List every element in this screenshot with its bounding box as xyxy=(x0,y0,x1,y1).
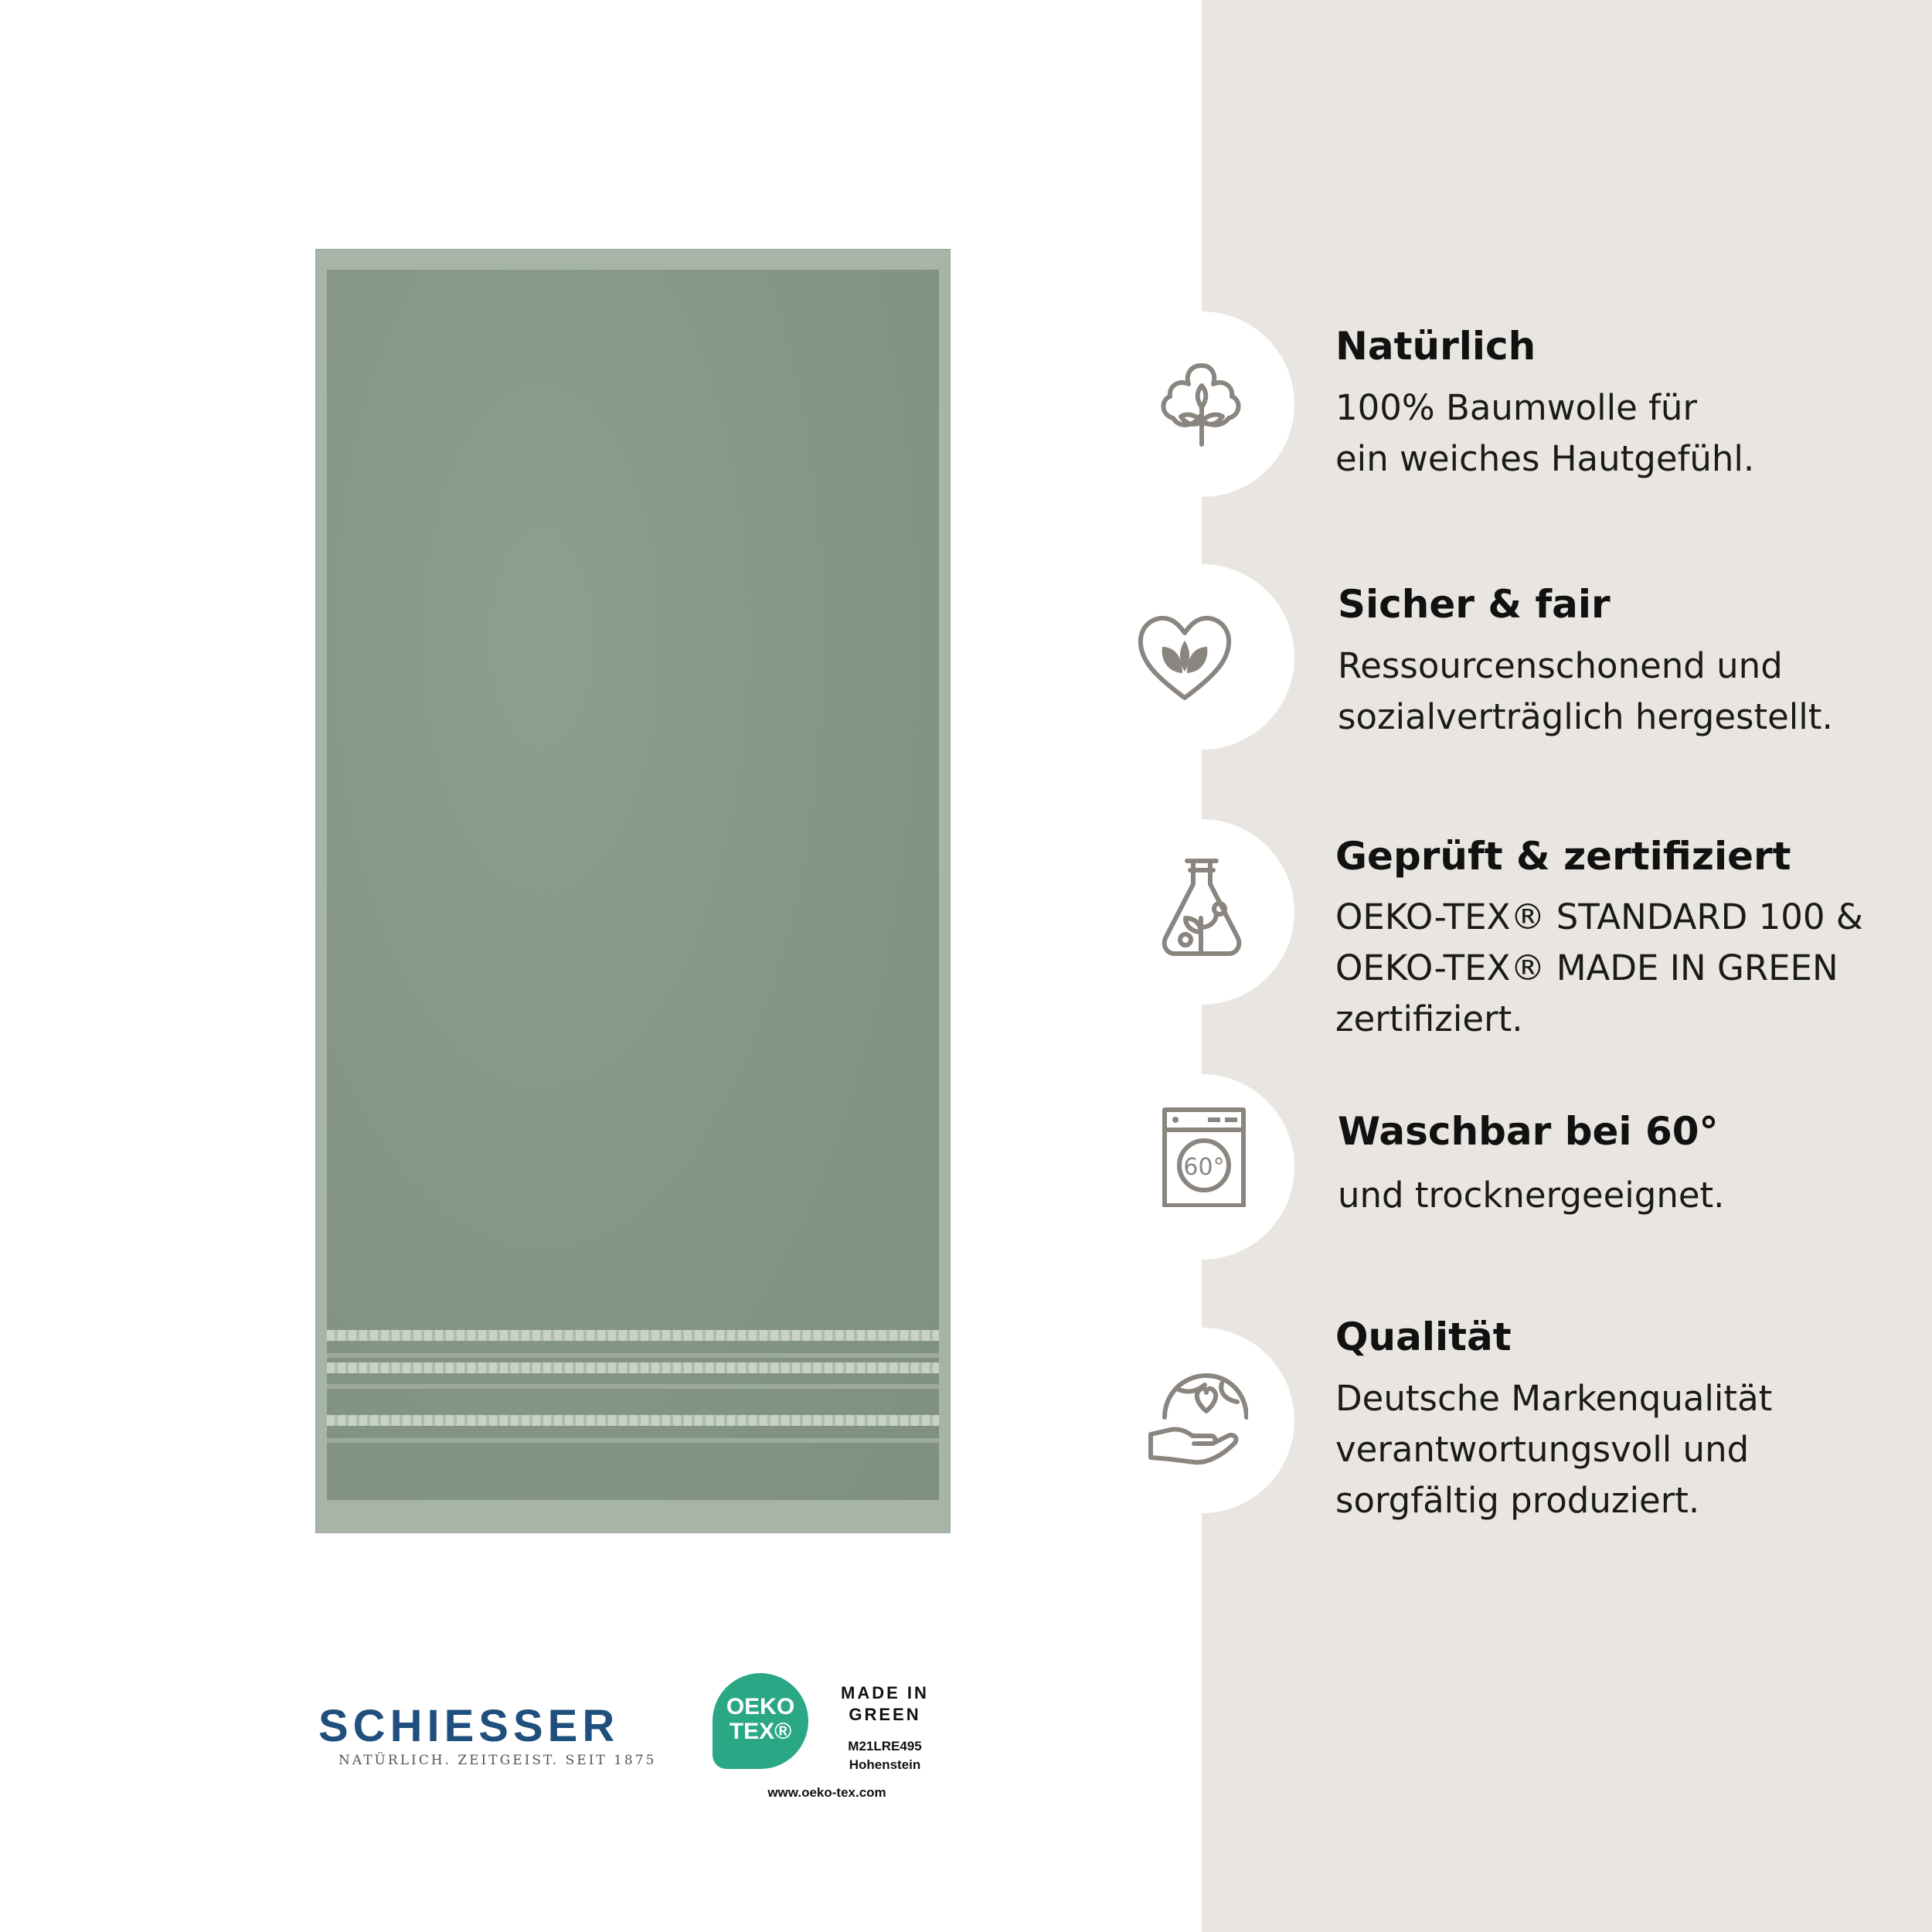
heart-leaf-icon xyxy=(1134,607,1235,707)
feature-title: Natürlich xyxy=(1335,324,1536,369)
oeko-tex-logo-line1: OEKO xyxy=(726,1694,795,1719)
towel-border-stripe xyxy=(327,1330,939,1341)
washing-machine-icon xyxy=(1154,1107,1254,1207)
oeko-tex-institute: Hohenstein xyxy=(849,1757,921,1772)
towel-border-stripe xyxy=(327,1362,939,1373)
feature-title: Sicher & fair xyxy=(1338,582,1611,627)
temperature-label: 60° xyxy=(1183,1154,1225,1181)
towel-border-stripe xyxy=(327,1438,939,1443)
feature-description: und trocknergeeignet. xyxy=(1338,1175,1725,1216)
feature-description: OEKO-TEX® STANDARD 100 & OEKO-TEX® MADE IN GREEN zertifiziert. xyxy=(1335,896,1863,1039)
flask-plant-icon xyxy=(1151,858,1252,958)
towel-terry-surface xyxy=(327,270,939,1500)
towel-product-image xyxy=(316,250,950,1532)
made-in-green-label: GREEN xyxy=(849,1705,921,1724)
brand-tagline: NATÜRLICH. ZEITGEIST. SEIT 1875 xyxy=(338,1753,657,1768)
oeko-tex-logo xyxy=(713,1673,808,1769)
feature-description: Ressourcenschonend und sozialverträglich hergestellt. xyxy=(1338,645,1833,737)
oeko-tex-code: M21LRE495 xyxy=(848,1739,922,1753)
towel-border-stripe xyxy=(327,1384,939,1389)
towel-border-stripe xyxy=(327,1415,939,1426)
feature-title: Qualität xyxy=(1335,1315,1512,1359)
towel-border-stripe xyxy=(327,1353,939,1358)
made-in-green-label: MADE IN xyxy=(841,1683,929,1702)
hand-globe-heart-icon xyxy=(1148,1366,1248,1467)
feature-description: Deutsche Markenqualität verantwortungsvoll und sorgfältig produziert. xyxy=(1335,1378,1773,1521)
feature-description: 100% Baumwolle für ein weiches Hautgefühl. xyxy=(1335,387,1755,479)
oeko-tex-logo-line2: TEX® xyxy=(729,1719,792,1744)
cotton-flower-icon xyxy=(1151,352,1252,452)
feature-title: Geprüft & zertifiziert xyxy=(1335,834,1791,879)
feature-title: Waschbar bei 60° xyxy=(1338,1109,1719,1154)
brand-logo-name: SCHIESSER xyxy=(318,1701,620,1751)
oeko-tex-url: www.oeko-tex.com xyxy=(767,1785,886,1800)
